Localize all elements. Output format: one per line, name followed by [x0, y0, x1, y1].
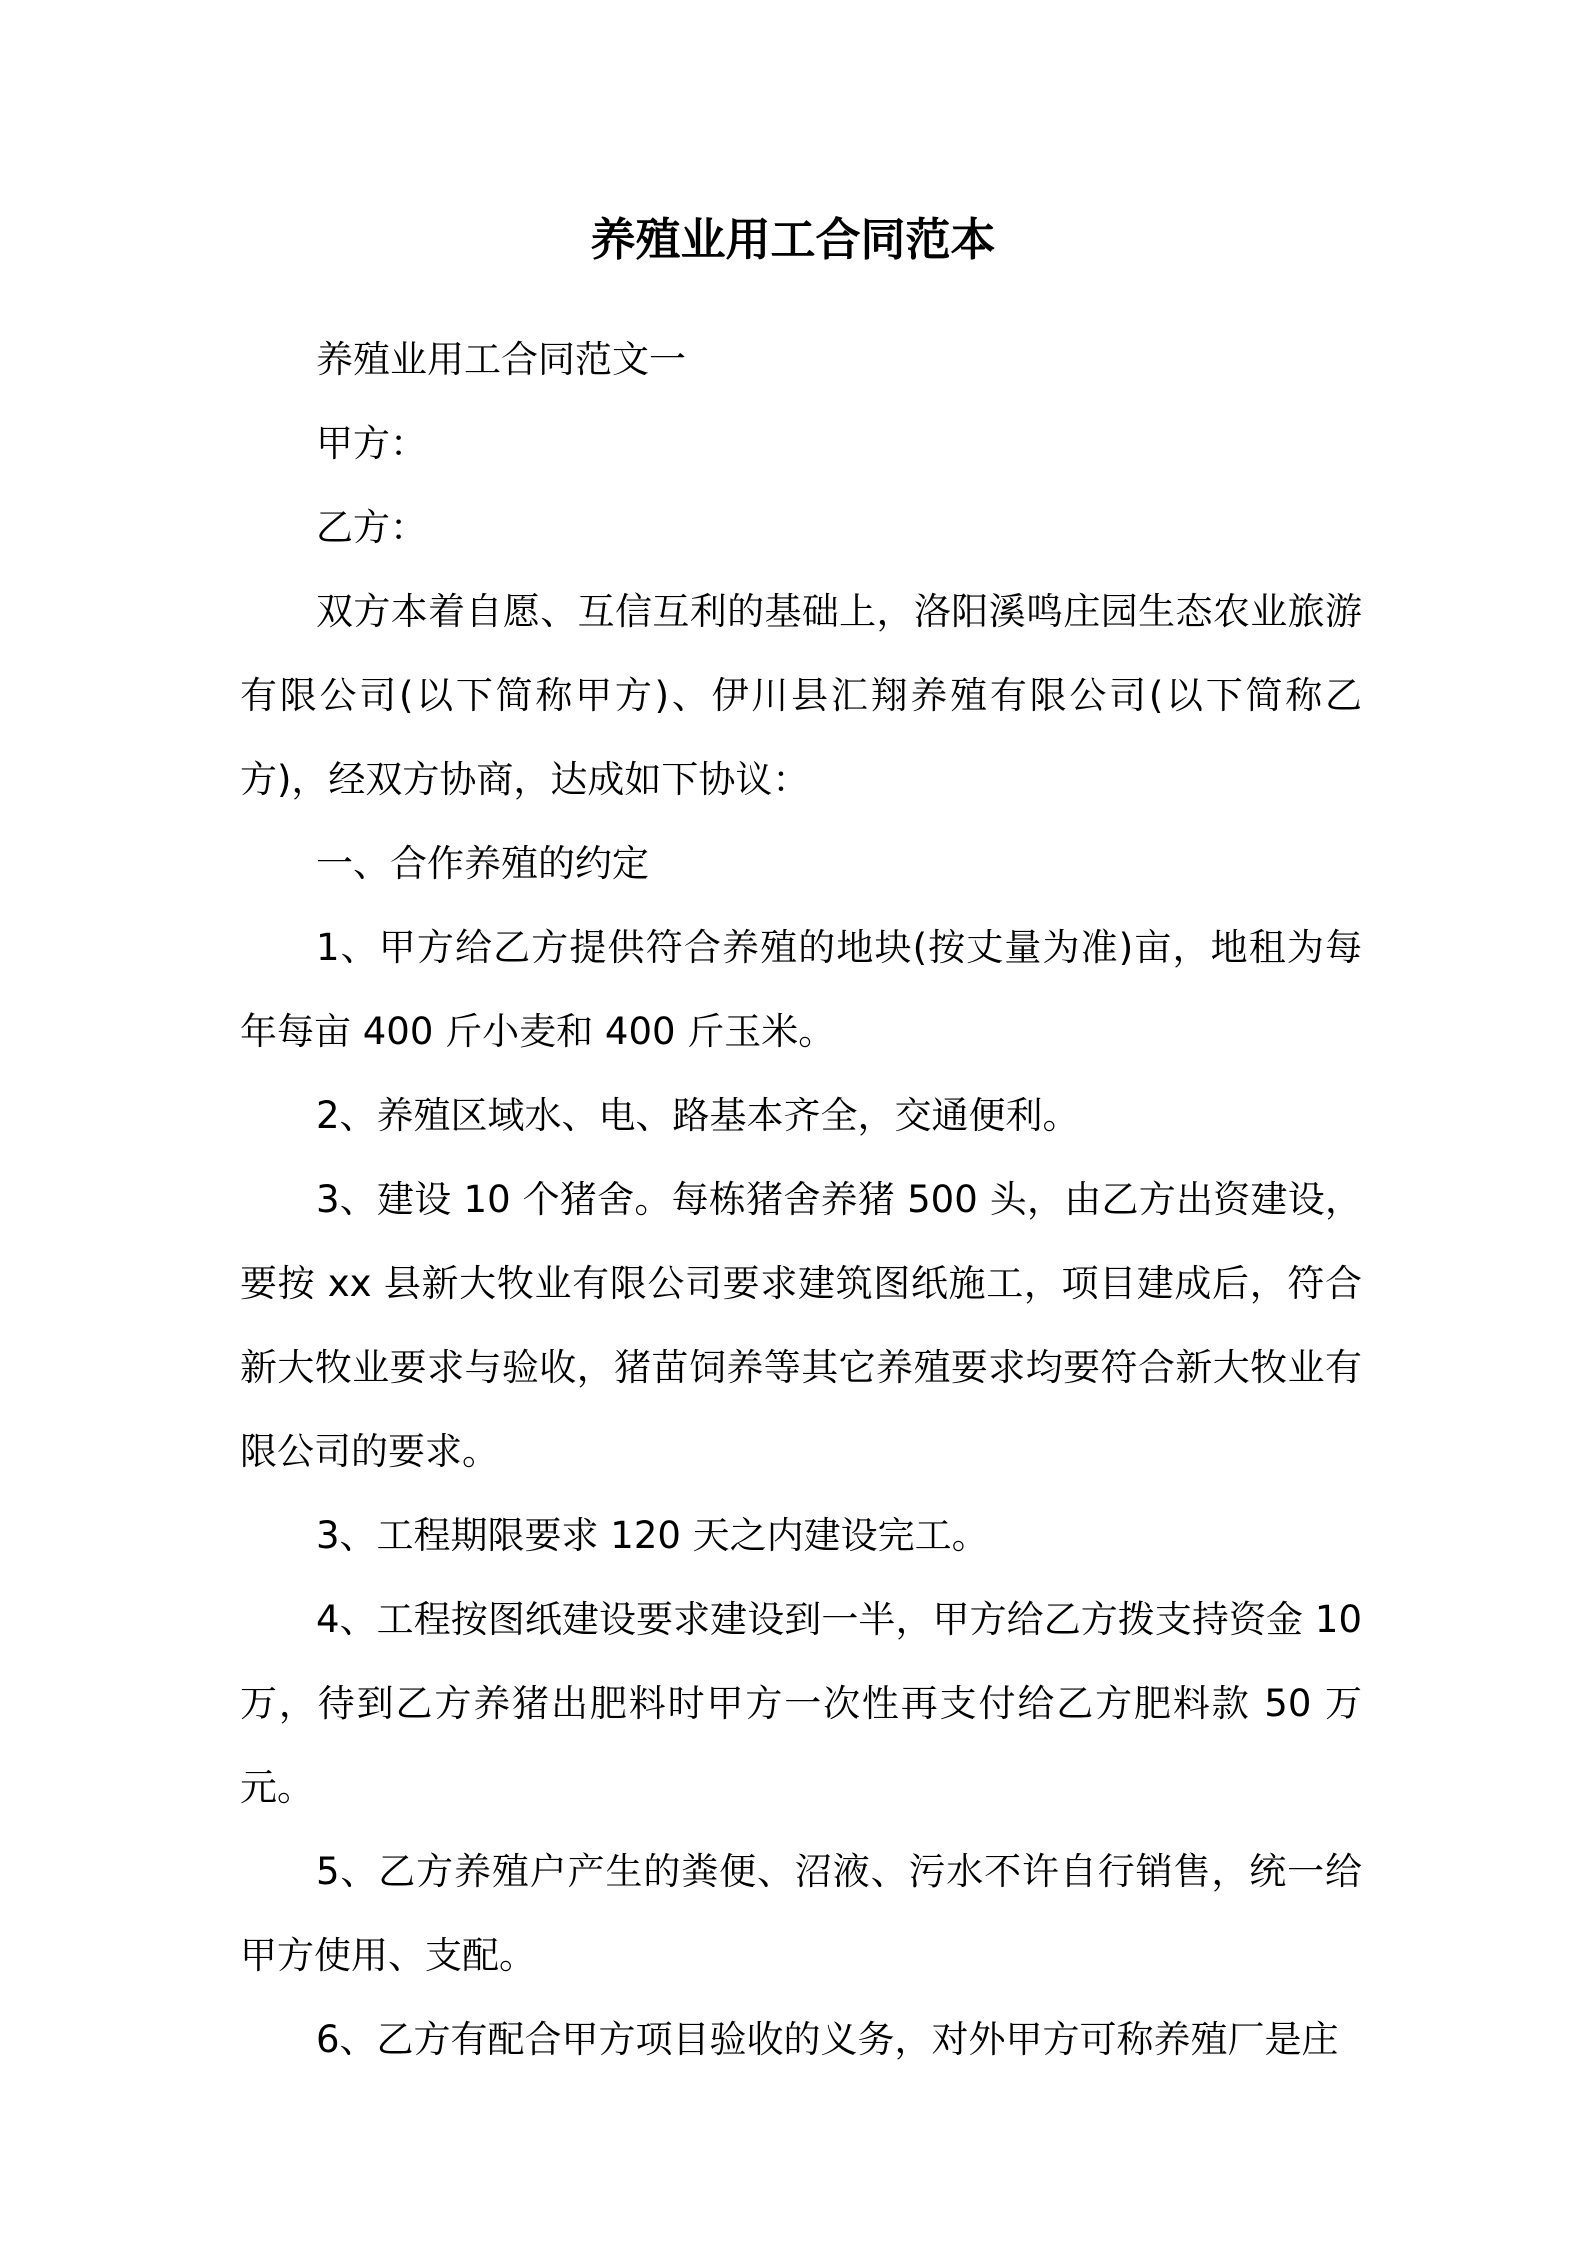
clause-4: 4、工程按图纸建设要求建设到一半，甲方给乙方拨支持资金 10 万，待到乙方养猪出肥料时甲方一次性再支付给乙方肥料款 50 万元。: [240, 1598, 1362, 1809]
document-title: 养殖业用工合同范本: [590, 213, 996, 266]
clause-3b: 3、工程期限要求 120 天之内建设完工。: [316, 1514, 989, 1557]
clause-1: 1、甲方给乙方提供符合养殖的地块(按丈量为准)亩，地租为每年每亩 400 斤小麦和 400 斤玉米。: [240, 926, 1362, 1053]
clause-3: 3、建设 10 个猪舍。每栋猪舍养猪 500 头，由乙方出资建设，要按 xx 县新大牧业有限公司要求建筑图纸施工，项目建成后，符合新大牧业要求与验收，猪苗饲养等其它养殖要求均要符合新大牧业有限公司的要求。: [240, 1178, 1362, 1473]
document-body: [240, 318, 1362, 2082]
party-a-label: 甲方：: [316, 422, 427, 465]
clause-2: 2、养殖区域水、电、路基本齐全，交通便利。: [316, 1094, 1080, 1137]
paragraph-intro: 双方本着自愿、互信互利的基础上，洛阳溪鸣庄园生态农业旅游有限公司(以下简称甲方)、伊川县汇翔养殖有限公司(以下简称乙方)，经双方协商，达成如下协议：: [240, 590, 1362, 801]
section-heading-cooperation: 一、合作养殖的约定: [316, 842, 649, 885]
document-subtitle: 养殖业用工合同范文一: [316, 338, 686, 381]
clause-5: 5、乙方养殖户产生的粪便、沼液、污水不许自行销售，统一给甲方使用、支配。: [240, 1850, 1362, 1977]
clause-6: 6、乙方有配合甲方项目验收的义务，对外甲方可称养殖厂是庄: [316, 2018, 1339, 2061]
party-b-label: 乙方：: [316, 506, 427, 549]
